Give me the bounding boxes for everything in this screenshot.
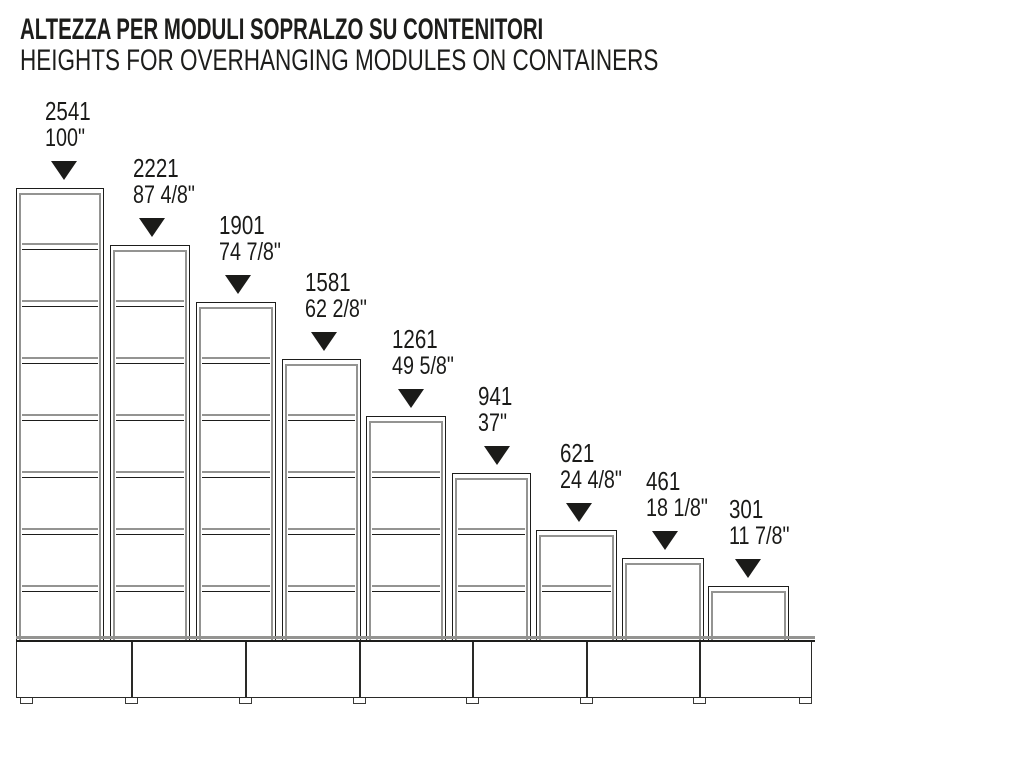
- shelf: [22, 585, 99, 592]
- shelf: [22, 243, 99, 250]
- page-subtitle: HEIGHTS FOR OVERHANGING MODULES ON CONTAINERS: [20, 44, 659, 77]
- pointer-triangle-icon: [311, 332, 337, 351]
- height-mm-label: 2541: [45, 96, 91, 126]
- height-mm-label: 461: [646, 466, 681, 496]
- module-column: [366, 416, 446, 640]
- container-foot: [466, 698, 479, 704]
- module-column: [452, 473, 531, 640]
- shelf: [22, 528, 99, 535]
- pointer-triangle-icon: [398, 389, 424, 408]
- height-inches-label: 100": [45, 124, 85, 152]
- shelf: [202, 357, 271, 364]
- shelf: [202, 414, 271, 421]
- shelf: [372, 471, 441, 478]
- shelf: [116, 357, 185, 364]
- shelf: [116, 300, 185, 307]
- height-mm-label: 301: [729, 494, 764, 524]
- container-divider: [472, 642, 474, 697]
- height-inches-label: 11 7/8": [729, 522, 790, 550]
- module-column: [536, 530, 617, 640]
- container-foot: [693, 698, 706, 704]
- container-foot: [580, 698, 593, 704]
- height-inches-label: 74 7/8": [219, 238, 281, 266]
- height-inches-label: 49 5/8": [392, 352, 454, 380]
- pointer-triangle-icon: [139, 218, 165, 237]
- shelf: [202, 585, 271, 592]
- module-column-frame: [711, 591, 786, 640]
- container-foot: [20, 698, 33, 704]
- container-foot: [799, 698, 812, 704]
- container-divider: [699, 642, 701, 697]
- height-inches-label: 37": [478, 409, 507, 437]
- module-column-frame: [625, 563, 701, 640]
- container-divider: [359, 642, 361, 697]
- shelf: [22, 414, 99, 421]
- shelf: [116, 414, 185, 421]
- pointer-triangle-icon: [225, 275, 251, 294]
- shelf: [116, 471, 185, 478]
- container-divider: [245, 642, 247, 697]
- height-mm-label: 941: [478, 381, 513, 411]
- height-inches-label: 62 2/8": [305, 295, 367, 323]
- pointer-triangle-icon: [484, 446, 510, 465]
- height-mm-label: 621: [560, 438, 595, 468]
- shelf: [202, 471, 271, 478]
- height-inches-label: 87 4/8": [133, 181, 195, 209]
- container-foot: [239, 698, 252, 704]
- pointer-triangle-icon: [566, 503, 592, 522]
- module-column-frame: [285, 364, 358, 640]
- container-foot: [353, 698, 366, 704]
- container-foot: [125, 698, 138, 704]
- shelf: [22, 300, 99, 307]
- height-mm-label: 1261: [392, 324, 438, 354]
- pointer-triangle-icon: [51, 161, 77, 180]
- base-container-row: [16, 642, 812, 698]
- pointer-triangle-icon: [652, 531, 678, 550]
- height-inches-label: 24 4/8": [560, 466, 622, 494]
- shelf: [372, 528, 441, 535]
- pointer-triangle-icon: [735, 559, 761, 578]
- module-column-frame: [455, 478, 528, 640]
- height-mm-label: 1901: [219, 210, 265, 240]
- shelf: [22, 357, 99, 364]
- shelf: [542, 585, 612, 592]
- shelf: [288, 414, 356, 421]
- page-title: ALTEZZA PER MODULI SOPRALZO SU CONTENITORI: [20, 13, 544, 46]
- container-divider: [131, 642, 133, 697]
- module-column: [196, 302, 276, 640]
- shelf: [202, 528, 271, 535]
- shelf: [288, 585, 356, 592]
- shelf: [458, 585, 526, 592]
- module-column: [708, 586, 789, 640]
- height-mm-label: 1581: [305, 267, 351, 297]
- module-column-frame: [113, 250, 187, 640]
- height-mm-label: 2221: [133, 153, 179, 183]
- shelf: [116, 528, 185, 535]
- module-column: [110, 245, 190, 640]
- module-column: [16, 188, 104, 640]
- shelf: [22, 471, 99, 478]
- shelf: [372, 585, 441, 592]
- container-divider: [586, 642, 588, 697]
- base-top-panel-gray-line: [16, 636, 815, 639]
- module-column: [622, 558, 704, 640]
- shelf: [288, 528, 356, 535]
- shelf: [458, 528, 526, 535]
- shelf: [288, 471, 356, 478]
- shelf: [116, 585, 185, 592]
- height-inches-label: 18 1/8": [646, 494, 708, 522]
- module-column: [282, 359, 361, 640]
